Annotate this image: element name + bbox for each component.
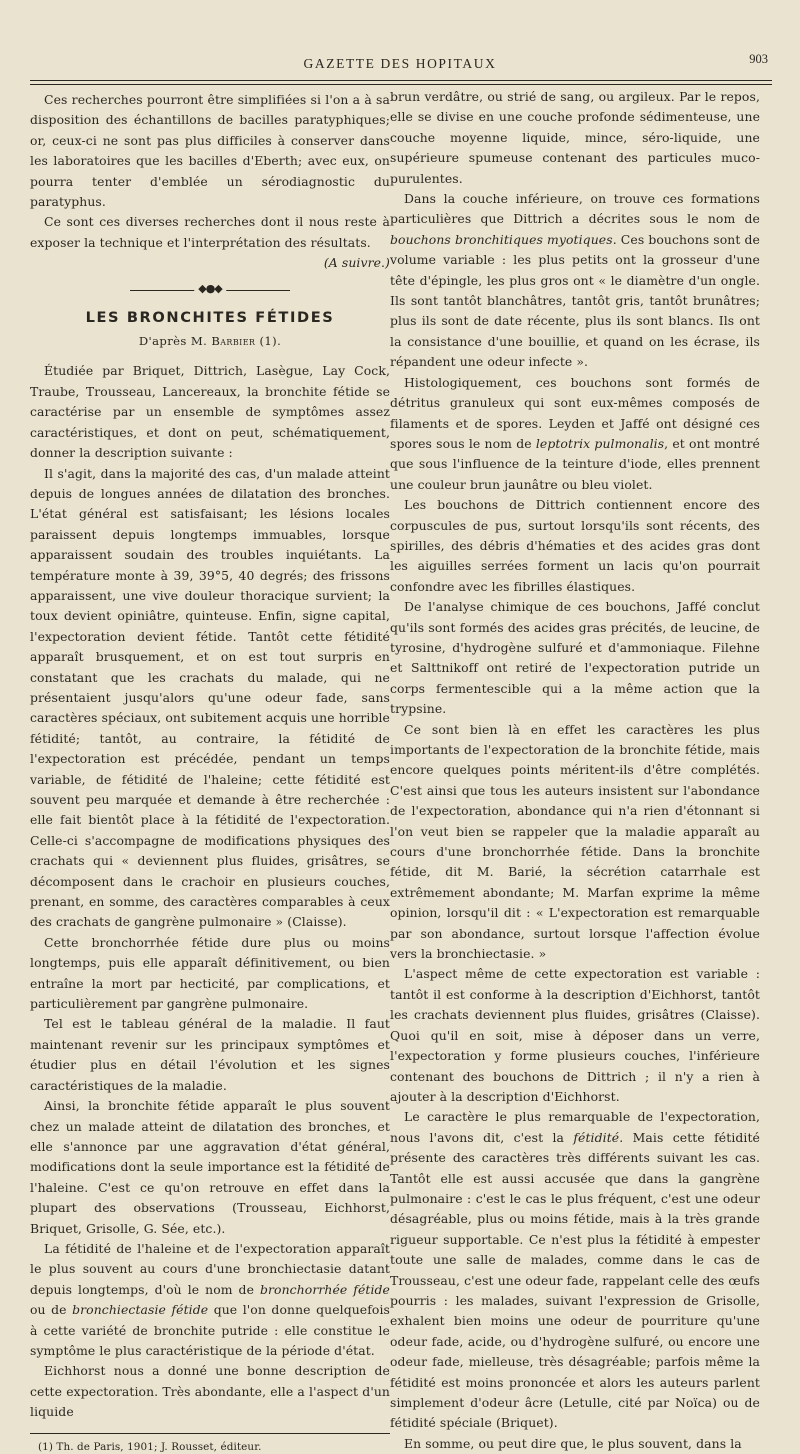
running-head: GAZETTE DES HOPITAUX <box>303 56 497 71</box>
text-run: . Ces bouchons sont de volume variable : les plus petits ont la grosseur d'une tête d'épingle, les plus gros ont « le diamètre d'un ongle. Ils sont tantôt blanchâtres, tantôt gris, tantôt brunâtres; plus ils sont de date récente, plus ils sont blancs. Ils ont la consistance d'une bouillie, et quand on les écrase, ils répandent une odeur infecte ». <box>390 231 760 370</box>
intro-paragraph: Ces recherches pourront être simplifiées si l'on a à sa disposition des échantillons de bacilles paratyphiques; or, ceux-ci ne sont pas plus difficiles à conserver dans les laboratoires que les bacilles d'Eberth; avec eux, on pourra tenter d'emblée un sérodiagnostic du paratyphus. <box>30 92 390 210</box>
italic-term: bronchiectasie fétide <box>72 1302 209 1318</box>
body-paragraph: Ce sont bien là en effet les caractères les plus importants de l'expectoration de la bronchite fétide, mais encore quelques points méritent-ils d'être complétés. C'est ainsi que tous les auteurs insistent sur l'abondance de l'expectoration, abondance qui n'a rien d'étonnant si l'on veut bien se rappeler que la maladie apparaît au cours d'une bronchorrhée fétide. Dans la bronchite fétide, dit M. Barié, la sécrétion catarrhale est extrêmement abondante; M. Marfan exprime la même opinion, lorsqu'il dit : « L'expectoration est remarquable par son abondance, surtout lorsque l'affection évolue vers la bronchiectasie. » <box>390 721 760 962</box>
text-run: ou de <box>30 1302 67 1318</box>
footnote-rule <box>30 1433 390 1434</box>
body-paragraph: Étudiée par Briquet, Dittrich, Lasègue, Lay Cock, Traube, Trousseau, Lancereaux, la bronchite fétide se caractérise par un ensemble de symptômes assez caractéristiques, et dont on peut, schématiquement, donner la description suivante : <box>30 363 390 461</box>
header-rule <box>30 80 772 81</box>
to-be-continued: (A suivre.) <box>323 255 390 271</box>
body-paragraph: De l'analyse chimique de ces bouchons, Jaffé conclut qu'ils sont formés des acides gras précités, de leucine, de tyrosine, d'hydrogène sulfuré et d'ammoniaque. Filehne et Salttnikoff ont retiré de l'expectoration putride un corps fermentescible qui a la même action que la trypsine. <box>390 599 760 717</box>
subtitle-prefix: D'après M. <box>138 334 208 349</box>
text-run: Histologiquement, ces bouchons sont formés de détritus granuleux qui sont eux-mêmes composés de filaments et de spores. Leyden et Jaffé ont désigné ces spores sous le nom de <box>390 374 760 451</box>
text-run: , et ont montré que sous l'influence de la teinture d'iode, elles prennent une couleur brun jaunâtre ou bleu violet. <box>390 435 760 492</box>
left-column <box>30 90 390 1454</box>
footnote-marker: (1). <box>259 334 282 349</box>
text-run: La fétidité de l'haleine et de l'expectoration apparaît le plus souvent au cours d'une bronchiectasie datant depuis longtemps, d'où le nom de <box>30 1240 390 1297</box>
right-column <box>390 87 760 1454</box>
page-number: 903 <box>749 52 768 66</box>
page-header <box>32 52 768 78</box>
body-paragraph <box>30 1239 390 1361</box>
body-paragraph: brun verdâtre, ou strié de sang, ou argileux. Par le repos, elle se divise en une couche profonde sédimenteuse, une couche moyenne liquide, mince, séro-liquide, une supérieure spumeuse contenant des particules muco-purulentes. <box>390 89 760 186</box>
section-divider <box>130 281 290 295</box>
body-paragraph: Cette bronchorrhée fétide dure plus ou moins longtemps, puis elle apparaît définitivement, ou bien entraîne la mort par hecticité, par complications, et particulièrement par gangrène pulmonaire. <box>30 934 390 1012</box>
body-paragraph: Eichhorst nous a donné une bonne description de cette expectoration. Très abondante, elle a l'aspect d'un liquide <box>30 1363 390 1420</box>
body-paragraph: Tel est le tableau général de la maladie. Il faut maintenant revenir sur les principaux symptômes et étudier plus en détail l'évolution et les signes caractéristiques de la maladie. <box>30 1016 390 1093</box>
italic-term: bronchorrhée fétide <box>259 1281 390 1297</box>
header-rule-thin <box>30 84 772 85</box>
body-paragraph <box>390 1107 760 1434</box>
text-run: Le caractère le plus remarquable de l'expectoration, nous l'avons dit, c'est la <box>390 1109 760 1145</box>
body-paragraph: En somme, ou peut dire que, le plus souvent, dans la <box>404 1435 742 1451</box>
article-author: Barbier <box>211 334 256 349</box>
text-run: que l'on donne quelquefois à cette variété de bronchite putride : elle constitue le symptôme le plus caractéristique de la période d'état. <box>30 1302 390 1358</box>
body-paragraph: Ainsi, la bronchite fétide apparaît le plus souvent chez un malade atteint de dilatation des bronches, et elle s'annonce par une aggravation d'état général, modifications dont la seule importance est la fétidité de l'haleine. C'est ce qu'on retrouve en effet dans la plupart des observations (Trousseau, Eichhorst, Briquet, Grisolle, G. Sée, etc.). <box>30 1098 390 1236</box>
italic-term: bouchons bronchitiques myotiques <box>390 231 613 247</box>
body-paragraph: Les bouchons de Dittrich contiennent encore des corpuscules de pus, surtout lorsqu'ils sont récents, des spirilles, des débris d'hématies et des acides gras dont les aiguilles serrées forment un lacis qu'on pourrait confondre avec les fibrilles élastiques. <box>390 497 760 594</box>
body-paragraph <box>390 373 760 495</box>
footnote: (1) Th. de Paris, 1901; J. Rousset, éditeur. <box>38 1440 262 1453</box>
italic-term: leptotrix pulmonalis <box>535 435 665 451</box>
body-paragraph <box>390 189 760 373</box>
body-paragraph: Il s'agit, dans la majorité des cas, d'un malade atteint depuis de longues années de dilatation des bronches. L'état général est satisfaisant; les lésions locales paraissent depuis longtemps immuables, lorsque apparaissent soudain des troubles inquiétants. La température monte à 39, 39°5, 40 degrés; des frissons apparaissent, une vive douleur thoracique survient; la toux devient opiniâtre, quinteuse. Enfin, signe capital, l'expectoration devient fétide. Tantôt cette fétidité apparaît brusquement, et on est tout surpris en constatant que les crachats du malade, qui ne présentaient jusqu'alors qu'une odeur fade, sans caractères spéciaux, ont subitement acquis une horrible fétidité; tantôt, au contraire, la fétidité de l'expectoration est précédée, pendant un temps variable, de fétidité de l'haleine; cette fétidité est souvent peu marquée et demande à être recherchée : elle fait bientôt place à la fétidité de l'expectoration. Celle-ci s'accompagne de modifications physiques des crachats qui « deviennent plus fluides, grisâtres, se décomposent dans le crachoir en plusieurs couches, prenant, en somme, des caractères comparables à ceux des crachats de gangrène pulmonaire » (Claisse). <box>30 465 390 930</box>
italic-term: fétidité <box>573 1129 620 1145</box>
body-paragraph: L'aspect même de cette expectoration est variable : tantôt il est conforme à la description d'Eichhorst, tantôt les crachats deviennent plus fluides, grisâtres (Claisse). Quoi qu'il en soit, mise à déposer dans un verre, l'expectoration y forme plusieurs couches, l'inférieure contenant des bouchons de Dittrich ; il n'y a rien à ajouter à la description d'Eichhorst. <box>390 966 760 1104</box>
intro-paragraph: Ce sont ces diverses recherches dont il nous reste à exposer la technique et l'interprétation des résultats. <box>30 214 390 250</box>
text-run: Dans la couche inférieure, on trouve ces formations particulières que Dittrich a décrites sous le nom de <box>390 191 760 227</box>
text-run: . Mais cette fétidité présente des caractères très différents suivant les cas. Tantôt elle est aussi accusée que dans la gangrène pulmonaire : c'est le cas le plus fréquent, c'est une odeur désagréable, plus ou moins fétide, mais à la très grande rigueur supportable. Ce n'est plus la fétidité à empester toute une salle de malades, comme dans le cas de Trousseau, c'est une odeur fade, rappelant celle des œufs pourris : les malades, suivant l'expression de Grisolle, exhalent bien moins une odeur de pourriture qu'une odeur fade, acide, ou d'hydrogène sulfuré, ou encore une odeur fade, mielleuse, très désagréable; parfois même la fétidité est moins prononcée et alors les auteurs parlent simplement d'odeur âcre (Letulle, cité par Noïca) ou de fétidité spéciale (Briquet). <box>390 1129 760 1431</box>
article-title: LES BRONCHITES FÉTIDES <box>85 308 335 326</box>
ornament-icon: ◆●◆ <box>194 279 226 299</box>
article-subtitle <box>30 331 390 351</box>
